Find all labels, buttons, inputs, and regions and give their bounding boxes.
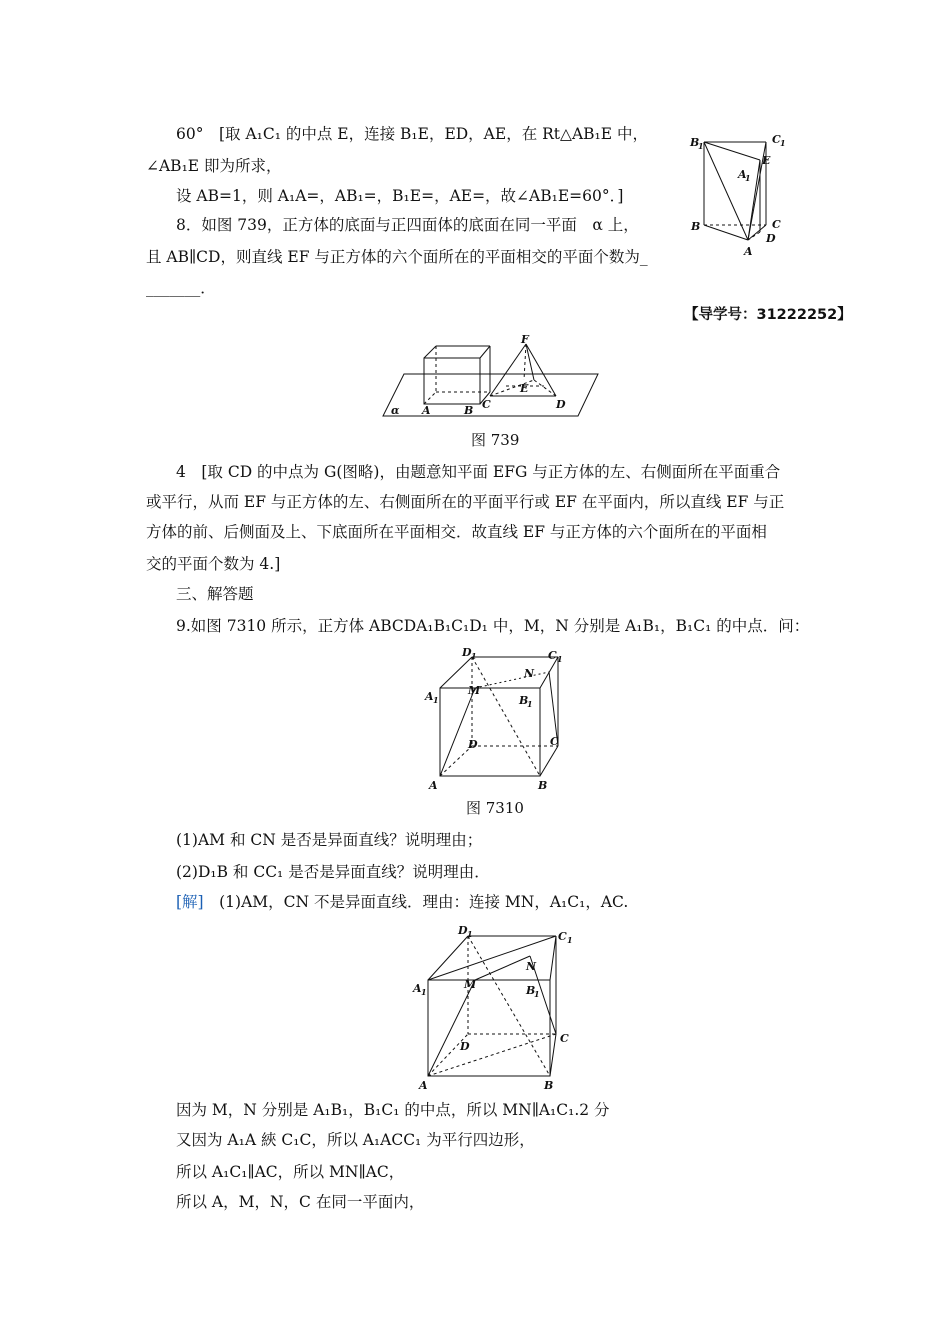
line-front-back: 方体的前、后侧面及上、下底面所在平面相交．故直线 EF 与正方体的六个面所在的平面相	[146, 523, 767, 541]
label-a1-sub: 1	[745, 173, 751, 183]
line-answer-4: 4 [取 CD 的中点为 G(图略)，由题意知平面 EFG 与正方体的左、右侧面所在平面重合	[176, 463, 781, 481]
line-blank: _______．	[146, 279, 216, 297]
label-c1: C	[558, 930, 567, 943]
label-a1: A	[425, 690, 434, 703]
label-d: D	[556, 398, 566, 411]
label-n: N	[526, 960, 537, 973]
cube-tetrahedron-figure	[378, 334, 603, 422]
label-e: E	[762, 154, 771, 167]
label-c1-sub: 1	[567, 935, 573, 945]
label-b1: B	[690, 136, 700, 149]
line-same-plane: 所以 A，M，N，C 在同一平面内，	[176, 1193, 425, 1211]
label-c: C	[772, 218, 781, 231]
label-b1-sub: 1	[534, 989, 540, 999]
label-d: D	[766, 232, 776, 245]
label-d1: D	[462, 646, 472, 659]
label-a: A	[422, 404, 431, 417]
solution-text: (1)AM，CN 不是异面直线．理由：连接 MN，A₁C₁，AC.	[203, 893, 629, 911]
label-a1-sub: 1	[433, 695, 439, 705]
label-c: C	[550, 735, 559, 748]
label-a: A	[744, 245, 753, 258]
label-c: C	[482, 398, 491, 411]
figure-caption-739: 图 739	[471, 431, 520, 449]
label-a: A	[429, 779, 438, 792]
label-a1: A	[413, 982, 422, 995]
line-parallelogram: 又因为 A₁A 綊 C₁C，所以 A₁ACC₁ 为平行四边形，	[176, 1131, 535, 1149]
label-e: E	[520, 382, 529, 395]
line-or-parallel: 或平行，从而 EF 与正方体的左、右侧面所在的平面平行或 EF 在平面内，所以直线 EF 与正	[146, 493, 785, 511]
label-b1: B	[526, 984, 536, 997]
label-d1-sub: 1	[471, 651, 477, 661]
line-sub-question-2: (2)D₁B 和 CC₁ 是否是异面直线？说明理由．	[176, 863, 490, 881]
figure-caption-7310: 图 7310	[466, 799, 524, 817]
label-c1-sub: 1	[780, 138, 786, 148]
label-f: F	[521, 334, 529, 346]
label-n: N	[524, 667, 535, 680]
label-c: C	[560, 1032, 569, 1045]
label-c1: C	[772, 133, 781, 146]
line-mn-parallel-ac: 所以 A₁C₁∥AC，所以 MN∥AC，	[176, 1163, 405, 1181]
label-a1: A	[738, 168, 747, 181]
label-b1: B	[519, 694, 529, 707]
label-alpha: α	[391, 404, 400, 417]
label-m: M	[468, 684, 481, 697]
line-ab-parallel-cd: 且 AB∥CD，则直线 EF 与正方体的六个面所在的平面相交的平面个数为_	[146, 248, 648, 266]
label-d1-sub: 1	[467, 929, 473, 939]
line-set-ab: 设 AB=1，则 A₁A=，AB₁=，B₁E=，AE=，故∠AB₁E=60°．]	[176, 187, 624, 205]
prism-figure	[686, 128, 796, 263]
label-b1-sub: 1	[527, 699, 533, 709]
label-c1: C	[548, 649, 557, 662]
label-b: B	[544, 1079, 554, 1090]
label-b: B	[464, 404, 474, 417]
line-count-4: 交的平面个数为 4.]	[146, 555, 281, 573]
label-b: B	[538, 779, 548, 792]
line-60-degree: 60° [取 A₁C₁ 的中点 E，连接 B₁E，ED，AE，在 Rt△AB₁E 中，	[176, 125, 648, 143]
line-question-9: 9.如图 7310 所示，正方体 ABCDA₁B₁C₁D₁ 中，M，N 分别是 A₁B₁，B₁C₁ 的中点．问：	[176, 617, 810, 635]
line-sub-question-1: (1)AM 和 CN 是否是异面直线？说明理由；	[176, 831, 483, 849]
line-angle: ∠AB₁E 即为所求，	[146, 157, 282, 175]
label-d1: D	[458, 924, 468, 937]
cube-solution-figure	[410, 918, 575, 1090]
label-a1-sub: 1	[421, 987, 427, 997]
cube-figure-7310	[420, 642, 570, 794]
line-because-mn: 因为 M，N 分别是 A₁B₁，B₁C₁ 的中点，所以 MN∥A₁C₁.2 分	[176, 1101, 610, 1119]
label-c1-sub: 1	[557, 654, 563, 664]
reference-number: 【导学号：31222252】	[684, 307, 852, 323]
line-question-8: 8．如图 739，正方体的底面与正四面体的底面在同一平面 α 上，	[176, 216, 639, 234]
solution-tag: [解]	[176, 893, 204, 911]
label-m: M	[464, 978, 477, 991]
label-d: D	[460, 1040, 470, 1053]
label-b: B	[691, 220, 701, 233]
label-a: A	[419, 1079, 428, 1090]
solution-line	[176, 892, 628, 912]
label-b1-sub: 1	[698, 141, 704, 151]
section-heading: 三、解答题	[176, 585, 254, 603]
label-d: D	[468, 738, 478, 751]
